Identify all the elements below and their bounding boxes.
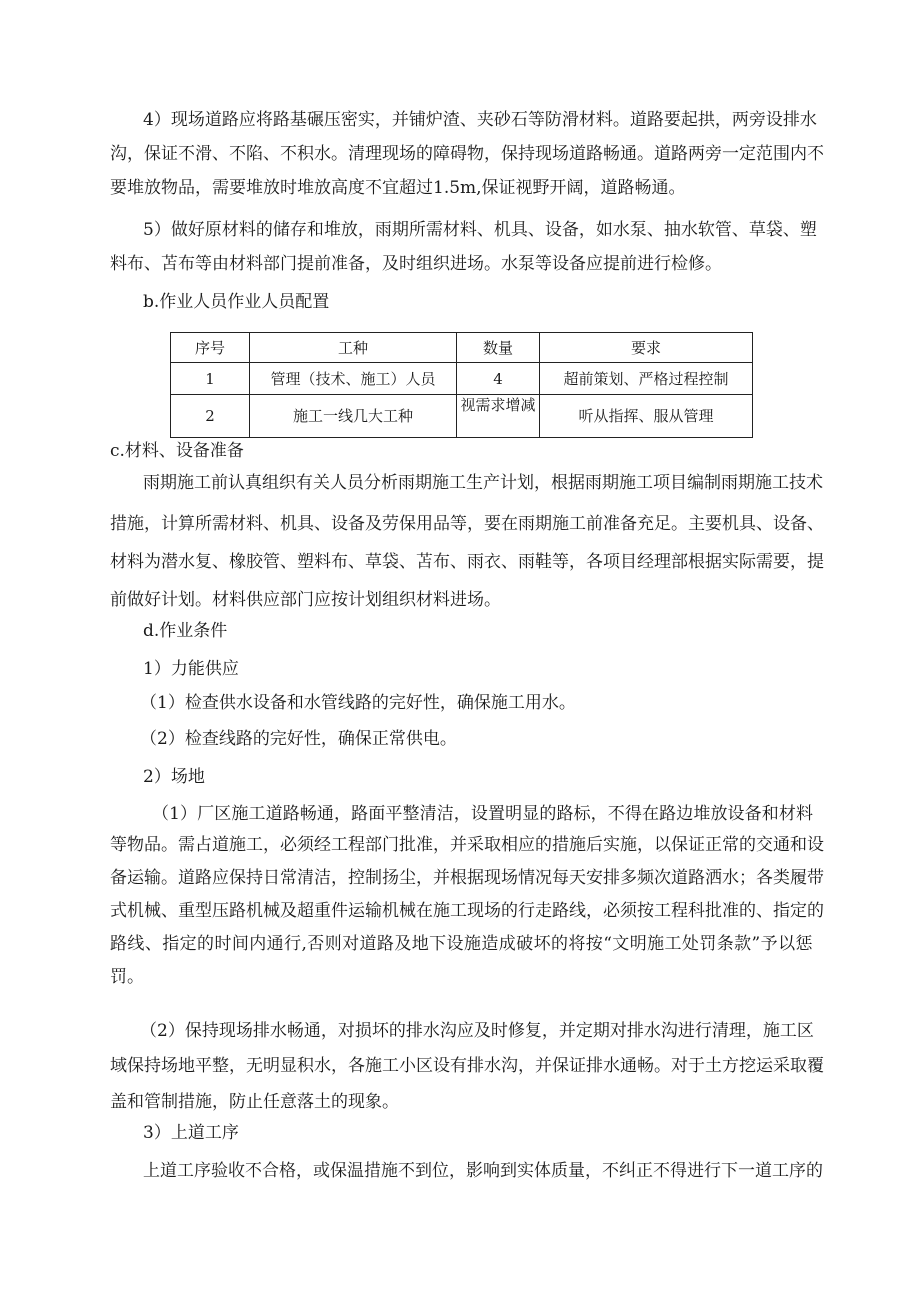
staff-table	[170, 332, 753, 438]
paragraph-4-cont	[110, 137, 824, 205]
table-row	[171, 363, 753, 395]
section-c-paragraph	[143, 466, 823, 500]
paragraph-line: 材 料 为 潜 水 复 、 橡 胶 管 、 塑 料 布 、 草 袋 、 苫 布 、 雨 衣 、 雨 鞋 等 ， 各 项 目 经 理 部 根 据 实 际 需 要 ， 提	[110, 552, 824, 572]
table-cell: 1	[171, 363, 250, 395]
paragraph-line: 路 线 、 指 定 的 时 间 内 通 行 , 否 则 对 道 路 及 地 下 设 施 造 成 破 坏 的 将 按 “ 文 明 施 工 处 罚 条 款 ” 予 以 惩	[110, 934, 813, 954]
paragraph-line: （ 2 ） 保 持 现 场 排 水 畅 通 ， 对 损 坏 的 排 水 沟 应 及 时 修 复 ， 并 定 期 对 排 水 沟 进 行 清 理 ， 施 工 区	[140, 1021, 814, 1041]
paragraph-line: 沟 ， 保 证 不 滑 、 不 陷 、 不 积 水 。 清 理 现 场 的 障 碍 物 ， 保 持 现 场 道 路 畅 通 。 道 路 两 旁 一 定 范 围 内 不	[110, 144, 824, 164]
section-c-heading: c.材料、设备准备	[110, 441, 244, 461]
table-cell: 管理（技术、施工）人员	[250, 363, 457, 395]
paragraph-5-cont	[110, 247, 722, 281]
table-cell: 听从指挥、服从管理	[540, 395, 753, 438]
paragraph-4	[143, 103, 817, 137]
paragraph-line: 雨 期 施 工 前 认 真 组 织 有 关 人 员 分 析 雨 期 施 工 生 产 计 划 ， 根 据 雨 期 施 工 项 目 编 制 雨 期 施 工 技 术	[143, 473, 823, 493]
table-cell: 超前策划、严格过程控制	[540, 363, 753, 395]
paragraph-line: 备 运 输 。 道 路 应 保 持 日 常 清 洁 ， 控 制 扬 尘 ， 并 根 据 现 场 情 况 每 天 安 排 多 频 次 道 路 洒 水 ； 各 类 履 带	[110, 868, 824, 888]
table-row	[171, 395, 753, 438]
table-header-row	[171, 333, 753, 363]
site-item-2	[140, 1014, 813, 1048]
site-item-1	[152, 797, 813, 831]
paragraph-line: 等 物 品 。 需 占 道 施 工 ， 必 须 经 工 程 部 门 批 准 ， 并 采 取 相 应 的 措 施 后 实 施 ， 以 保 证 正 常 的 交 通 和 设	[110, 835, 824, 855]
paragraph-line: 域 保 持 场 地 平 整 ， 无 明 显 积 水 ， 各 施 工 小 区 设 有 排 水 沟 ， 并 保 证 排 水 通 畅 。 对 于 土 方 挖 运 采 取 覆	[110, 1056, 824, 1076]
site-item-2-cont	[110, 1048, 824, 1120]
table-cell: 视需求增减	[457, 395, 540, 438]
paragraph-line: （ 1 ） 厂 区 施 工 道 路 畅 通 ， 路 面 平 整 清 洁 ， 设 置 明 显 的 路 标 ， 不 得 在 路 边 堆 放 设 备 和 材 料	[152, 804, 813, 824]
paragraph-5	[143, 213, 817, 247]
paragraph-line: 措 施 ， 计 算 所 需 材 料 、 机 具 、 设 备 及 劳 保 用 品 等 ， 要 在 雨 期 施 工 前 准 备 充 足 。 主 要 机 具 、 设 备 、	[110, 514, 824, 534]
section-c-paragraph-cont	[110, 505, 824, 619]
previous-process-paragraph	[143, 1154, 823, 1188]
paragraph-line: 前做好计划。材料供应部门应按计划组织材料进场。	[110, 590, 501, 610]
paragraph-line: 4 ） 现 场 道 路 应 将 路 基 碾 压 密 实 ， 并 铺 炉 渣 、 夹 砂 石 等 防 滑 材 料 。 道 路 要 起 拱 ， 两 旁 设 排 水	[143, 110, 817, 130]
paragraph-line: 上 道 工 序 验 收 不 合 格 ， 或 保 温 措 施 不 到 位 ， 影 响 到 实 体 质 量 ， 不 纠 正 不 得 进 行 下 一 道 工 序 的	[143, 1161, 823, 1181]
table-header-cell: 序号	[171, 333, 250, 363]
site-heading: 2）场地	[143, 767, 205, 787]
power-supply-item-1: （1）检查供水设备和水管线路的完好性，确保施工用水。	[140, 693, 576, 713]
site-item-1-cont	[110, 829, 824, 994]
paragraph-line: 5 ） 做 好 原 材 料 的 储 存 和 堆 放 ， 雨 期 所 需 材 料 、 机 具 、 设 备 ， 如 水 泵 、 抽 水 软 管 、 草 袋 、 塑	[143, 220, 817, 240]
section-b-heading: b.作业人员作业人员配置	[143, 292, 330, 312]
paragraph-line: 料布、苫布等由材料部门提前准备，及时组织进场。水泵等设备应提前进行检修。	[110, 254, 722, 274]
table-cell: 2	[171, 395, 250, 438]
table-cell: 施工一线几大工种	[250, 395, 457, 438]
table-header-cell: 要求	[540, 333, 753, 363]
paragraph-line: 盖和管制措施，防止任意落土的现象。	[110, 1092, 399, 1112]
power-supply-heading: 1）力能供应	[143, 659, 239, 679]
paragraph-line: 要堆放物品，需要堆放时堆放高度不宜超过1.5m,保证视野开阔，道路畅通。	[110, 178, 686, 198]
power-supply-item-2: （2）检查线路的完好性，确保正常供电。	[140, 729, 457, 749]
section-d-heading: d.作业条件	[143, 621, 228, 641]
paragraph-line: 罚。	[110, 967, 144, 987]
table-cell: 4	[457, 363, 540, 395]
paragraph-line: 式 机 械 、 重 型 压 路 机 械 及 超 重 件 运 输 机 械 在 施 工 现 场 的 行 走 路 线 ， 必 须 按 工 程 科 批 准 的 、 指 定 的	[110, 901, 824, 921]
table-header-cell: 工种	[250, 333, 457, 363]
previous-process-heading: 3）上道工序	[143, 1123, 239, 1143]
table-header-cell: 数量	[457, 333, 540, 363]
